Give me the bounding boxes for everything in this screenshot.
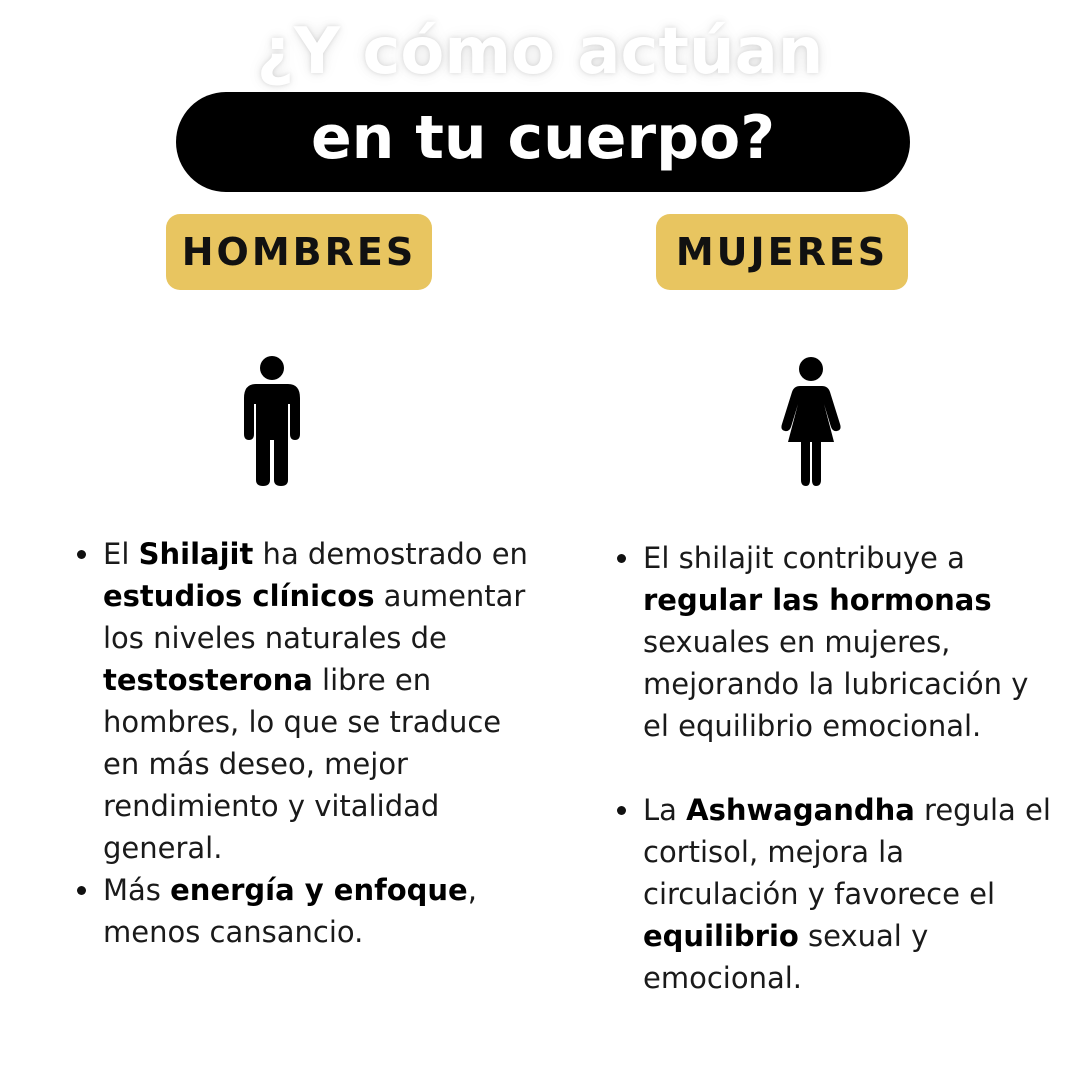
headline-line-1: ¿Y cómo actúan xyxy=(256,15,824,89)
bold-segment: equilibrio xyxy=(643,919,799,953)
woman-icon xyxy=(780,356,842,486)
tag-mujeres xyxy=(656,214,908,290)
men-bullet-1 xyxy=(74,533,534,869)
text-segment: regula el cortisol, mejora la circulación y favorece el xyxy=(643,793,1051,911)
women-benefits xyxy=(614,537,1054,999)
text-segment: sexuales en mujeres, mejorando la lubricación y el equilibrio emocional. xyxy=(643,625,1029,743)
bold-segment: estudios clínicos xyxy=(103,579,375,613)
text-segment: ha demostrado en xyxy=(253,537,528,571)
tag-hombres-label: HOMBRES xyxy=(181,230,417,274)
text-segment: sexual y emocional. xyxy=(643,919,929,995)
bold-segment: energía y enfoque xyxy=(170,873,468,907)
text-segment: La xyxy=(643,793,687,827)
text-segment: aumentar los niveles naturales de xyxy=(103,579,526,655)
text-segment: El shilajit contribuye a xyxy=(643,541,965,575)
headline-pill xyxy=(176,92,910,192)
men-bullet-2 xyxy=(74,869,534,953)
bold-segment: Shilajit xyxy=(138,537,254,571)
bold-segment: Ashwagandha xyxy=(686,793,915,827)
women-bullet-1 xyxy=(614,537,1054,747)
man-icon xyxy=(242,356,302,486)
women-bullet-2 xyxy=(614,789,1054,999)
bold-segment: testosterona xyxy=(103,663,313,697)
text-segment: Más xyxy=(103,873,171,907)
headline-line-2: en tu cuerpo? xyxy=(310,103,776,173)
tag-mujeres-label: MUJERES xyxy=(675,230,889,274)
men-benefits xyxy=(74,533,534,953)
text-segment: El xyxy=(103,537,139,571)
text-segment: , menos cansancio. xyxy=(103,873,477,949)
bold-segment: regular las hormonas xyxy=(643,583,992,617)
tag-hombres xyxy=(166,214,432,290)
text-segment: libre en hombres, lo que se traduce en más deseo, mejor rendimiento y vitalidad general. xyxy=(103,663,502,865)
